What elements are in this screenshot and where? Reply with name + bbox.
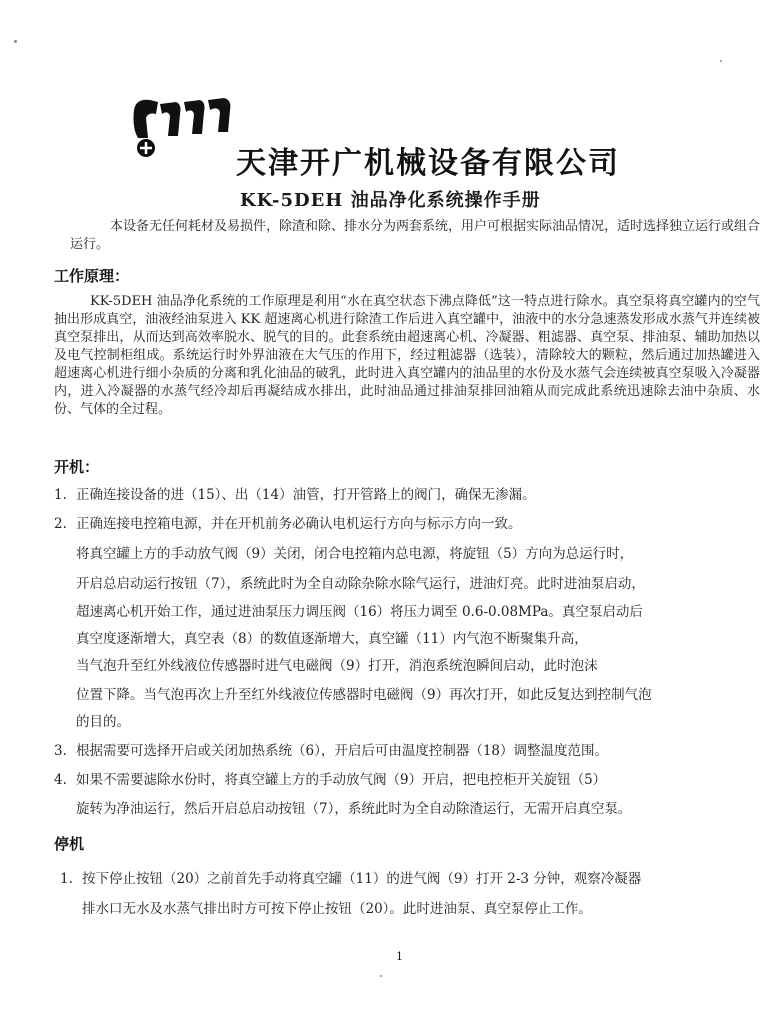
list-item-number: 4. <box>54 772 67 788</box>
list-item-text: 如果不需要滤除水份时，将真空罐上方的手动放气阀（9）开启，把电控柜开关旋钮（5） <box>76 772 607 788</box>
company-name: 天津开广机械设备有限公司 <box>236 146 620 181</box>
list-item-number: 1. <box>54 487 67 503</box>
list-item-text: 真空度逐渐增大，真空表（8）的数值逐渐增大，真空罐（11）内气泡不断聚集升高， <box>76 631 588 647</box>
shutdown-heading: 停机 <box>54 835 85 853</box>
document-title: KK-5DEH 油品净化系统操作手册 <box>240 190 541 211</box>
company-logo <box>128 92 238 164</box>
startup-heading: 开机： <box>54 458 100 476</box>
list-item-text: 开启总启动运行按钮（7），系统此时为全自动除杂除水除气运行，进油灯亮。此时进油泵启动， <box>76 576 645 592</box>
list-item-text: 按下停止按钮（20）之前首先手动将真空罐（11）的进气阀（9）打开 2-3 分钟，观察冷凝器 <box>82 871 642 887</box>
list-item-text: 将真空罐上方的手动放气阀（9）关闭，闭合电控箱内总电源，将旋钮（5）方向为总运行时， <box>76 546 634 562</box>
list-item-text: 正确连接设备的进（15）、出（14）油管，打开管路上的阀门，确保无渗漏。 <box>76 487 536 503</box>
scan-speck <box>380 975 382 977</box>
list-item-text: 根据需要可选择开启或关闭加热系统（6），开启后可由温度控制器（18）调整温度范围。 <box>76 743 609 759</box>
scan-speck <box>720 60 722 62</box>
list-item-text: 当气泡升至红外线液位传感器时进气电磁阀（9）打开，消泡系统泡瞬间启动，此时泡沫 <box>76 658 598 674</box>
principle-heading: 工作原理： <box>54 267 130 285</box>
list-item-number: 3. <box>54 743 67 759</box>
page-number: 1 <box>396 950 403 963</box>
list-item-text: 超速离心机开始工作，通过进油泵压力调压阀（16）将压力调至 0.6-0.08MPa。真空泵启动后 <box>76 604 643 620</box>
scan-speck <box>14 40 17 43</box>
principle-paragraph: KK-5DEH 油品净化系统的工作原理是利用“水在真空状态下沸点降低”这一特点进行除水。真空泵将真空罐内的空气抽出形成真空，油液经油泵进入 KK 超速离心机进行除渣工作后进入真空罐中，油液中的水分急速蒸发形成水蒸气并连续被真空泵排出，从而达到高效率脱水、脱气的目的。此套系统由超速离心机、冷凝器、粗滤器、真空泵、排油泵、辅助加热以及电气控制柜组成。系统运行时外界油液在大气压的作用下，经过粗滤器（选装），清除较大的颗粒，然后通过加热罐进入超速离心机进行细小杂质的分离和乳化油品的破乳，此时进入真空罐内的油品里的水份及水蒸气会连续被真空泵吸入冷凝器内，进入冷凝器的水蒸气经冷却后再凝结成水排出，此时油品通过排油泵排回油箱从而完成此系统迅速除去油中杂质、水份、气体的全过程。 <box>54 294 760 417</box>
list-item-text: 正确连接电控箱电源，并在开机前务必确认电机运行方向与标示方向一致。 <box>76 516 522 532</box>
list-item-text: 的目的。 <box>76 714 130 730</box>
list-item-text: 位置下降。当气泡再次上升至红外线液位传感器时电磁阀（9）再次打开，如此反复达到控制气泡 <box>76 687 652 703</box>
list-item-number: 1. <box>60 871 73 887</box>
list-item-text: 排水口无水及水蒸气排出时方可按下停止按钮（20）。此时进油泵、真空泵停止工作。 <box>82 901 592 917</box>
list-item-number: 2. <box>54 516 67 532</box>
list-item-text: 旋转为净油运行，然后开启总启动按钮（7），系统此时为全自动除渣运行，无需开启真空泵。 <box>76 801 632 817</box>
intro-paragraph: 本设备无任何耗材及易损件，除渣和除、排水分为两套系统，用户可根据实际油品情况，适时选择独立运行或组合运行。 <box>70 219 761 252</box>
